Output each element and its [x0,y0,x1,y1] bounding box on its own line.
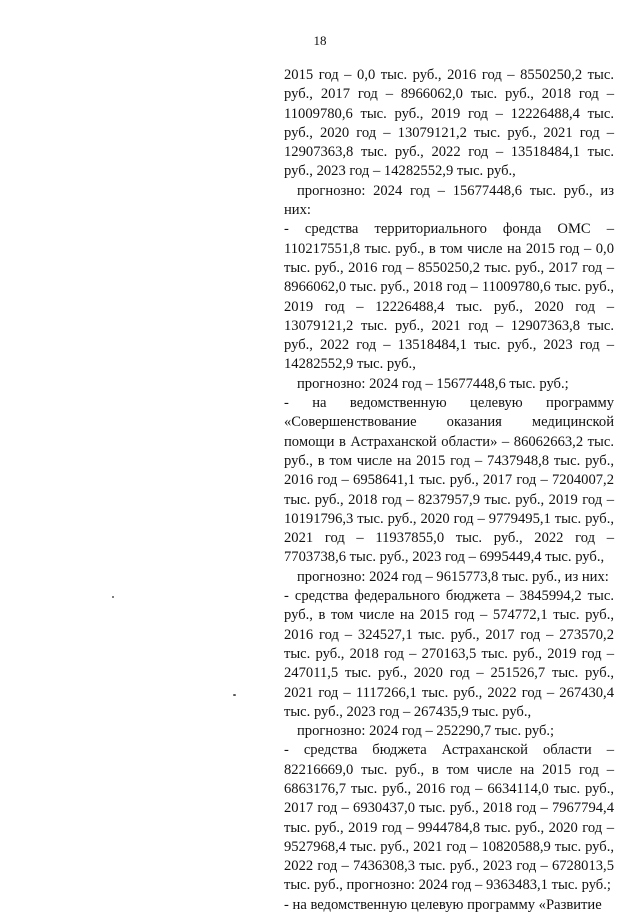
scan-speck [112,596,114,598]
paragraph-forecast: прогнозно: 2024 год – 9615773,8 тыс. руб., из них: [297,568,609,585]
paragraph-forecast: прогнозно: 2024 год – 15677448,6 тыс. руб.; [297,375,569,392]
list-item-regional-budget: - средства бюджета Астраханской области – 82216669,0 тыс. руб., в том числе на 2015 год – 6863176,7 тыс. руб., 2016 год – 6634114,0 тыс. руб., 2017 год – 6930437,0 тыс. руб., 2018 год – 7967794,4 тыс. руб., 2019 год – 9944784,8 тыс. руб., 2020 год – 9527968,4 тыс. руб., 2021 год – 10820588,9 тыс. руб., 2022 год – 7436308,3 тыс. руб., 2023 год – 6728013,5 тыс. руб., прогнозно: 2024 год – 9363483,1 тыс. руб.; [284,742,614,894]
paragraph-funding-years: 2015 год – 0,0 тыс. руб., 2016 год – 8550250,2 тыс. руб., 2017 год – 8966062,0 тыс. руб., 2018 год – 11009780,6 тыс. руб., 2019 год – 12226488,4 тыс. руб., 2020 год – 13079121,2 тыс. руб., 2021 год – 12907363,8 тыс. руб., 2022 год – 13518484,1 тыс. руб., 2023 год – 14282552,9 тыс. руб., [284,67,614,180]
list-item-medical-care-program: - на ведомственную целевую программу «Совершенствование оказания медицинской помощи в Астраханской области» – 86062663,2 тыс. руб., в том числе на 2015 год – 7437948,8 тыс. руб., 2016 год – 6958641,1 тыс. руб., 2017 год – 7204007,2 тыс. руб., 2018 год – 8237957,9 тыс. руб., 2019 год – 10191796,3 тыс. руб., 2020 год – 9779495,1 тыс. руб., 2021 год – 11937855,0 тыс. руб., 2022 год – 7703738,6 тыс. руб., 2023 год – 6995449,4 тыс. руб., [284,395,614,566]
list-item-oms-fund: - средства территориального фонда ОМС – 110217551,8 тыс. руб., в том числе на 2015 год – 0,0 тыс. руб., 2016 год – 8550250,2 тыс. руб., 2017 год – 8966062,0 тыс. руб., 2018 год – 11009780,6 тыс. руб., 2019 год – 12226488,4 тыс. руб., 2020 год – 13079121,2 тыс. руб., 2021 год – 12907363,8 тыс. руб., 2022 год – 13518484,1 тыс. руб., 2023 год – 14282552,9 тыс. руб., [284,221,614,373]
list-item-development-program: - на ведомственную целевую программу «Развитие [284,896,602,913]
paragraph-forecast: прогнозно: 2024 год – 252290,7 тыс. руб.; [297,723,555,740]
page-number: 18 [313,33,327,48]
document-body [284,66,614,915]
list-item-federal-budget: - средства федерального бюджета – 3845994,2 тыс. руб., в том числе на 2015 год – 574772,1 тыс. руб., 2016 год – 324527,1 тыс. руб., 2017 год – 273570,2 тыс. руб., 2018 год – 270163,5 тыс. руб., 2019 год – 247011,5 тыс. руб., 2020 год – 251526,7 тыс. руб., 2021 год – 1117266,1 тыс. руб., 2022 год – 267430,4 тыс. руб., 2023 год – 267435,9 тыс. руб., [284,588,614,720]
scan-speck [233,694,236,696]
paragraph-forecast: прогнозно: 2024 год – 15677448,6 тыс. руб., из них: [284,182,614,219]
